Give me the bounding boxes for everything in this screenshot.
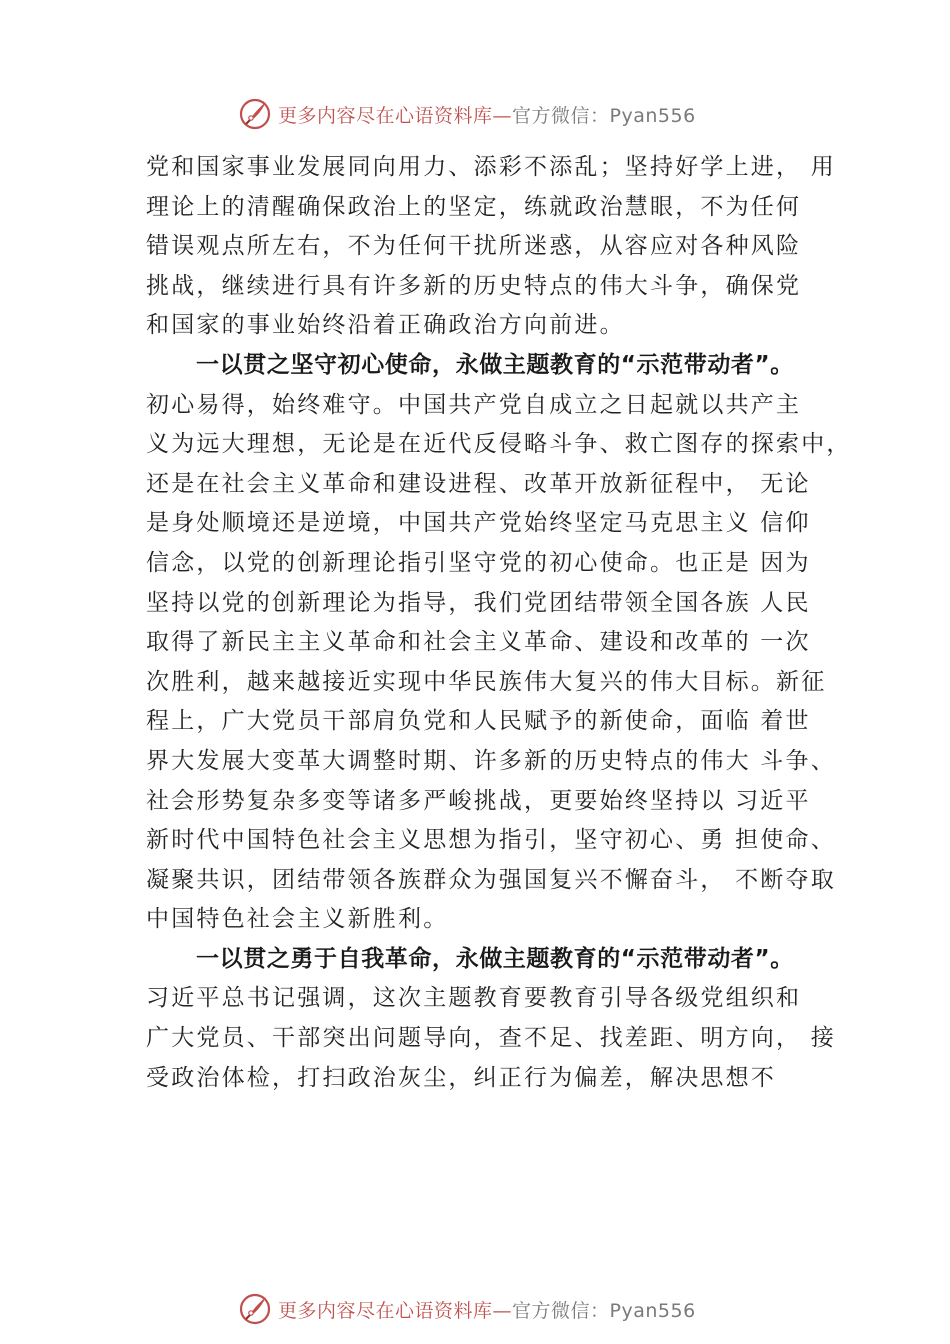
text-line: 党和国家事业发展同向用力、添彩不添乱；坚持好学上进， 用 xyxy=(146,154,836,180)
text-line: 界大发展大变革大调整时期、许多新的历史特点的伟大 斗争、 xyxy=(146,747,836,774)
text-line: 是身处顺境还是逆境，中国共产党始终坚定马克思主义 信仰 xyxy=(146,510,811,537)
text-line: 受政治体检，打扫政治灰尘，纠正行为偏差，解决思想不 xyxy=(146,1064,776,1091)
text-line: 挑战，继续进行具有许多新的历史特点的伟大斗争，确保党 xyxy=(146,272,802,299)
banner-site-text: 更多内容尽在心语资料库— xyxy=(278,104,513,127)
quill-logo-icon xyxy=(238,97,272,131)
text-line: 社会形势复杂多变等诸多严峻挑战，更要始终坚持以 习近平 xyxy=(146,787,811,814)
footer-banner xyxy=(238,1291,696,1327)
text-line: 新时代中国特色社会主义思想为指引，坚守初心、勇 担使命、 xyxy=(146,827,836,854)
section-heading: 一以贯之坚守初心使命，永做主题教育的“示范带动者”。 xyxy=(196,351,794,378)
text-line: 凝聚共识，团结带领各族群众为强国复兴不懈奋斗， 不断夺取 xyxy=(146,866,836,893)
banner-text xyxy=(278,101,696,128)
document-body xyxy=(146,148,852,1098)
banner-wechat-label: 官方微信： xyxy=(512,104,610,127)
text-line: 习近平总书记强调，这次主题教育要教育引导各级党组织和 xyxy=(146,985,802,1012)
text-line: 取得了新民主主义革命和社会主义革命、建设和改革的 一次 xyxy=(146,629,811,656)
text-line: 和国家的事业始终沿着正确政治方向前进。 xyxy=(146,312,625,339)
banner-wechat-id: Pyan556 xyxy=(609,1299,696,1322)
text-line: 广大党员、干部突出问题导向，查不足、找差距、明方向， 接 xyxy=(146,1025,836,1052)
text-line: 还是在社会主义革命和建设进程、改革开放新征程中， 无论 xyxy=(146,470,811,497)
quill-logo-icon xyxy=(238,1292,272,1326)
banner-wechat-id: Pyan556 xyxy=(609,104,696,127)
text-line: 次胜利，越来越接近实现中华民族伟大复兴的伟大目标。新征 xyxy=(146,668,827,695)
header-banner xyxy=(238,96,696,132)
section-heading: 一以贯之勇于自我革命，永做主题教育的“示范带动者”。 xyxy=(196,945,794,972)
text-line: 坚持以党的创新理论为指导，我们党团结带领全国各族 人民 xyxy=(146,589,811,616)
text-line: 中国特色社会主义新胜利。 xyxy=(146,906,449,933)
text-line: 理论上的清醒确保政治上的坚定，练就政治慧眼，不为任何 xyxy=(146,193,802,220)
text-line: 信念，以党的创新理论指引坚守党的初心使命。也正是 因为 xyxy=(146,549,811,576)
banner-wechat-label: 官方微信： xyxy=(512,1299,610,1322)
text-line: 义为远大理想，无论是在近代反侵略斗争、救亡图存的探索中， xyxy=(146,431,852,458)
text-line: 初心易得，始终难守。中国共产党自成立之日起就以共产主 xyxy=(146,391,802,418)
banner-text xyxy=(278,1296,696,1323)
banner-site-text: 更多内容尽在心语资料库— xyxy=(278,1299,513,1322)
text-line: 错误观点所左右，不为任何干扰所迷惑，从容应对各种风险 xyxy=(146,233,802,260)
text-line: 程上，广大党员干部肩负党和人民赋予的新使命，面临 着世 xyxy=(146,708,811,735)
